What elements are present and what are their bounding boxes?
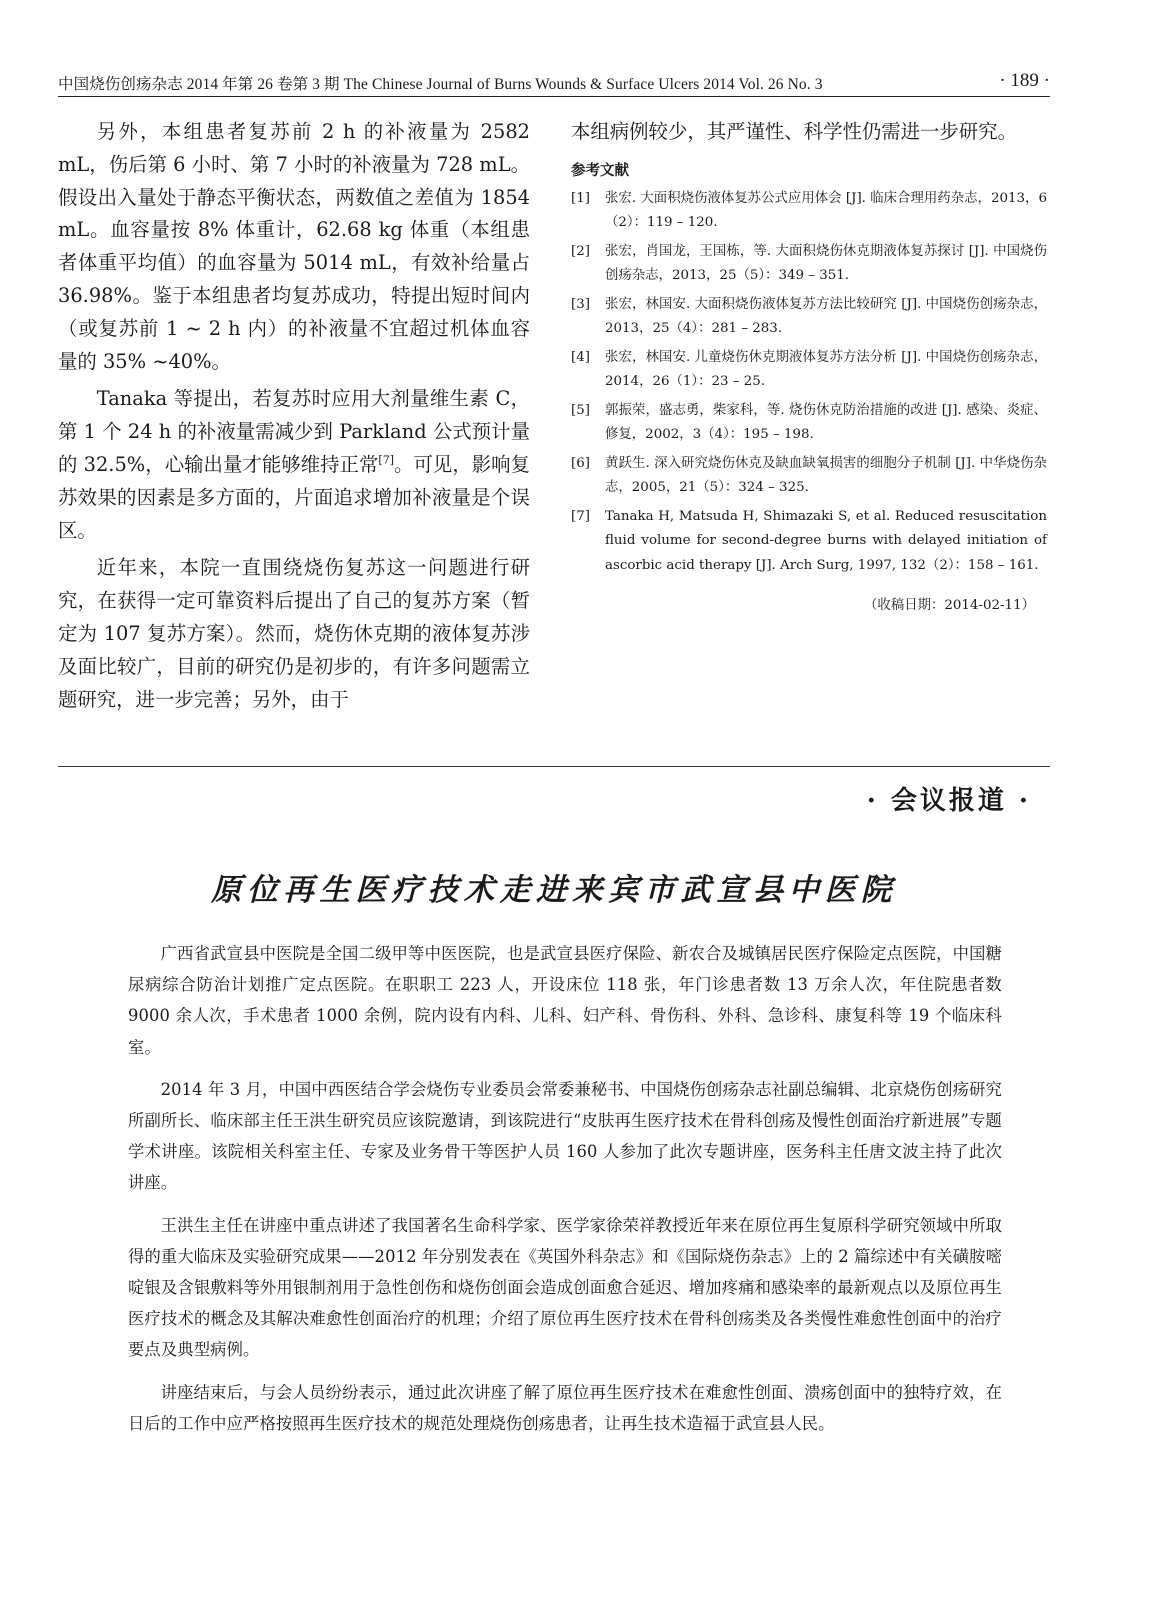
section-divider: [58, 766, 1050, 767]
reference-item: [571, 293, 1047, 342]
reference-number: [5]: [571, 402, 590, 418]
references-heading: 参考文献: [571, 162, 629, 179]
reference-text: 黄跃生. 深入研究烧伤休克及缺血缺氧损害的细胞分子机制 [J]. 中华烧伤杂志，2005，21（5）：324 – 325.: [605, 455, 1047, 496]
reference-number: [6]: [571, 455, 590, 471]
article-title: 原位再生医疗技术走进来宾市武宣县中医院: [211, 872, 897, 908]
article-paragraph: 2014 年 3 月，中国中西医结合学会烧伤专业委员会常委兼秘书、中国烧伤创疡杂志社副总编辑、北京烧伤创疡研究所副所长、临床部主任王洪生研究员应该院邀请，到该院进行“皮肤再生医疗技术在骨科创疡及慢性创面治疗新进展”专题学术讲座。该院相关科室主任、专家及业务骨干等医护人员 160 人参加了此次专题讲座，医务科主任唐文波主持了此次讲座。: [128, 1079, 1002, 1193]
left-column: [58, 116, 530, 716]
article-paragraph: 王洪生主任在讲座中重点讲述了我国著名生命科学家、医学家徐荣祥教授近年来在原位再生复原科学研究领域中所取得的重大临床及实验研究成果——2012 年分别发表在《英国外科杂志》和《国际烧伤杂志》上的 2 篇综述中有关磺胺嘧啶银及含银敷料等外用银制剂用于急性创伤和烧伤创面会造成创面愈合延迟、增加疼痛和感染率的最新观点以及原位再生医疗技术的概念及其解决难愈性创面治疗的机理；介绍了原位再生医疗技术在骨科创疡类及各类慢性难愈性创面中的治疗要点及典型病例。: [128, 1215, 1002, 1360]
section-label: · 会议报道 ·: [866, 786, 1031, 816]
reference-number: [1]: [571, 190, 590, 206]
reference-item: [571, 346, 1047, 395]
tanaka-text-after: 。可见，影响复苏效果的因素是多方面的，片面追求增加补液量是个误区。: [58, 452, 530, 542]
journal-citation-line: 中国烧伤创疡杂志 2014 年第 26 卷第 3 期 The Chinese Journal of Burns Wounds & Surface Ulcers 2014 Vol. 26 No. 3: [58, 76, 823, 93]
reference-list: [571, 187, 1047, 579]
reference-item: [571, 399, 1047, 448]
header-rule: [58, 96, 1050, 97]
reference-text: 张宏，林国安. 大面积烧伤液体复苏方法比较研究 [J]. 中国烧伤创疡杂志，2013，25（4）：281 – 283.: [605, 296, 1047, 337]
reference-item: [571, 452, 1047, 501]
body-paragraph-continuation: 本组病例较少，其严谨性、科学性仍需进一步研究。: [571, 120, 1017, 143]
reference-number: [7]: [571, 508, 590, 524]
reference-number: [3]: [571, 296, 590, 312]
reference-text: 张宏，林国安. 儿童烧伤休克期液体复苏方法分析 [J]. 中国烧伤创疡杂志，2014，26（1）：23 – 25.: [605, 349, 1047, 390]
reference-text: Tanaka H, Matsuda H, Shimazaki S, et al. Reduced resuscitation fluid volume for second-degree burns with delayed initiation of ascorbic acid therapy [J]. Arch Surg, 1997, 132（2）：158 – 161.: [605, 508, 1047, 573]
body-paragraph-tanaka: [58, 383, 530, 547]
citation-superscript: [7]: [378, 453, 394, 467]
article-paragraph: 讲座结束后，与会人员纷纷表示，通过此次讲座了解了原位再生医疗技术在难愈性创面、溃疡创面中的独特疗效，在日后的工作中应严格按照再生医疗技术的规范处理烧伤创疡患者，让再生技术造福于武宣县人民。: [128, 1382, 1002, 1433]
reference-text: 张宏，肖国龙，王国栋，等. 大面积烧伤休克期液体复苏探讨 [J]. 中国烧伤创疡杂志，2013，25（5）：349 – 351.: [605, 243, 1047, 284]
reference-text: 郭振荣，盛志勇，柴家科，等. 烧伤休克防治措施的改进 [J]. 感染、炎症、修复，2002，3（4）：195 – 198.: [605, 402, 1047, 443]
body-paragraph: 另外，本组患者复苏前 2 h 的补液量为 2582 mL，伤后第 6 小时、第 7 小时的补液量为 728 mL。假设出入量处于静态平衡状态，两数值之差值为 1854 mL。血容量按 8% 体重计，62.68 kg 体重（本组患者体重平均值）的血容量为 5014 mL，有效补给量占 36.98%。鉴于本组患者均复苏成功，特提出短时间内（或复苏前 1 ~ 2 h 内）的补液量不宜超过机体血容量的 35% ~40%。: [58, 120, 530, 373]
article-paragraph: 广西省武宣县中医院是全国二级甲等中医医院，也是武宣县医疗保险、新农合及城镇居民医疗保险定点医院，中国糖尿病综合防治计划推广定点医院。在职职工 223 人，开设床位 118 张，年门诊患者数 13 万余人次，年住院患者数 9000 余人次，手术患者 1000 余例，院内设有内科、儿科、妇产科、骨伤科、外科、急诊科、康复科等 19 个临床科室。: [128, 944, 1002, 1057]
tanaka-text-before: Tanaka 等提出，若复苏时应用大剂量维生素 C，第 1 个 24 h 的补液量需减少到 Parkland 公式预计量的 32.5%，心输出量才能够维持正常: [58, 387, 530, 476]
reference-number: [4]: [571, 349, 590, 365]
article-body: [128, 938, 1002, 1439]
running-header: [58, 70, 1050, 94]
right-column: [571, 116, 1047, 618]
reference-item: [571, 505, 1047, 579]
reference-text: 张宏. 大面积烧伤液体复苏公式应用体会 [J]. 临床合理用药杂志，2013，6（2）：119 – 120.: [605, 190, 1047, 231]
received-date: （收稿日期：2014-02-11）: [864, 598, 1035, 614]
reference-item: [571, 240, 1047, 289]
page-number: · 189 ·: [999, 70, 1050, 91]
reference-number: [2]: [571, 243, 590, 259]
reference-item: [571, 187, 1047, 236]
body-paragraph: 近年来，本院一直围绕烧伤复苏这一问题进行研究，在获得一定可靠资料后提出了自己的复苏方案（暂定为 107 复苏方案）。然而，烧伤休克期的液体复苏涉及面比较广，目前的研究仍是初步的，有许多问题需立题研究，进一步完善；另外，由于: [58, 556, 530, 711]
